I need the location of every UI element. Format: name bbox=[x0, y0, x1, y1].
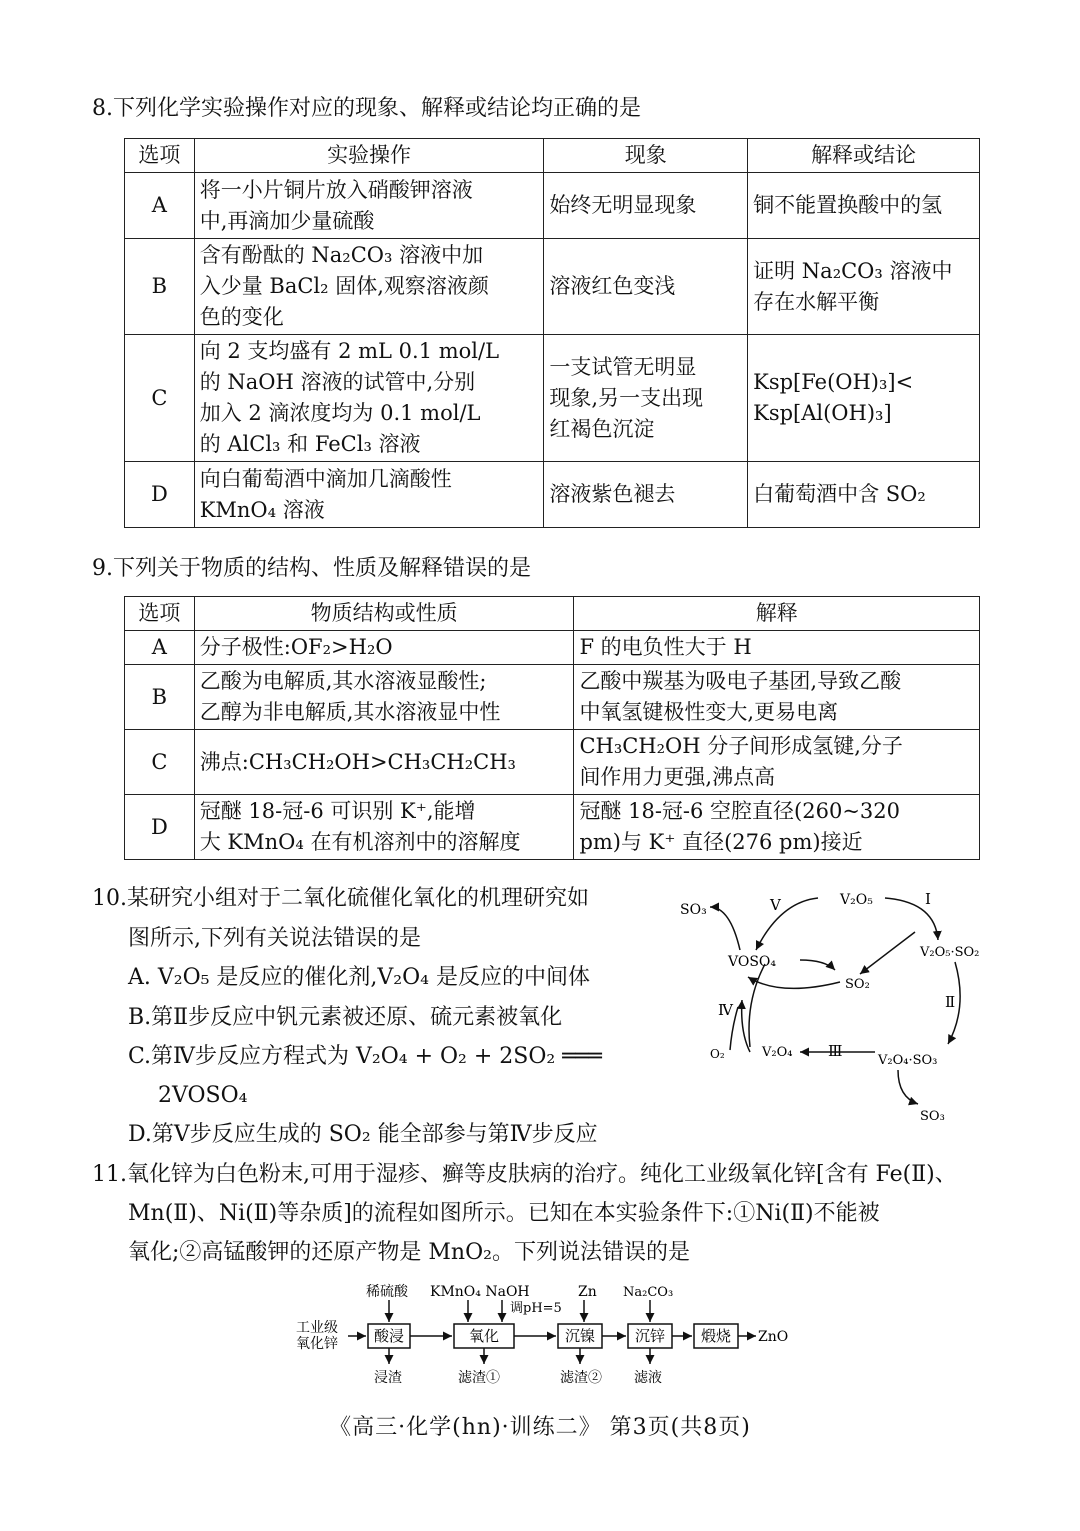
q10-option-c-line2: 2VOSO₄ bbox=[158, 1083, 248, 1108]
cell-line: 白葡萄酒中含 SO₂ bbox=[753, 482, 926, 506]
cell-line: 中,再滴加少量硫酸 bbox=[199, 208, 375, 233]
cell-line: Ksp[Al(OH)₃] bbox=[753, 401, 892, 425]
cell-line: 大 KMnO₄ 在有机溶剂中的溶解度 bbox=[199, 830, 521, 854]
q9-option-label: D bbox=[125, 795, 195, 860]
flow-step-zn-precip: 沉锌 bbox=[635, 1327, 666, 1345]
flow-out-leach-residue: 浸渣 bbox=[374, 1370, 402, 1386]
flow-reagent-h2so4: 稀硫酸 bbox=[366, 1284, 408, 1300]
cell-line: 乙酸为电解质,其水溶液显酸性; bbox=[199, 669, 487, 693]
diagram-step-ii-label: Ⅱ bbox=[945, 993, 956, 1011]
q11-stem-line2: Mn(Ⅱ)、Ni(Ⅱ)等杂质]的流程如图所示。已知在本实验条件下:①Ni(Ⅱ)不能被 bbox=[128, 1201, 880, 1226]
q9-property-cell bbox=[194, 795, 574, 860]
cell-line: 存在水解平衡 bbox=[753, 289, 880, 314]
flow-product-zno: ZnO bbox=[758, 1329, 789, 1345]
flow-out-filtrate: 滤液 bbox=[634, 1370, 662, 1386]
q9-table bbox=[124, 596, 980, 860]
q8-phenomenon-cell bbox=[544, 173, 748, 239]
cell-line: 中氧氢键极性变大,更易电离 bbox=[579, 700, 839, 724]
q8-row-c bbox=[125, 335, 980, 462]
diagram-voso4: VOSO₄ bbox=[728, 954, 777, 970]
q8-option-label: D bbox=[125, 462, 195, 528]
cell-line: 的 NaOH 溶液的试管中,分别 bbox=[199, 370, 476, 394]
q8-conclusion-cell bbox=[748, 335, 980, 462]
q8-header-row bbox=[125, 139, 980, 173]
q8-header-phenomenon: 现象 bbox=[544, 139, 748, 173]
flow-step-acid-leach: 酸浸 bbox=[374, 1327, 405, 1345]
flow-raw-line2: 氧化锌 bbox=[296, 1336, 338, 1352]
q8-phenomenon-cell bbox=[544, 462, 748, 528]
q8-option-label: C bbox=[125, 335, 195, 462]
cell-line: 冠醚 18-冠-6 可识别 K⁺,能增 bbox=[199, 799, 476, 823]
cell-line: 溶液红色变浅 bbox=[549, 274, 676, 298]
q11-stem-line1: 11.氧化锌为白色粉末,可用于湿疹、癣等皮肤病的治疗。纯化工业级氧化锌[含有 Fe(Ⅱ)、 bbox=[92, 1162, 957, 1187]
q8-conclusion-cell bbox=[748, 239, 980, 335]
cell-line: 铜不能置换酸中的氢 bbox=[753, 193, 943, 217]
diagram-step-iv-label: Ⅳ bbox=[718, 1001, 733, 1019]
q9-row-b bbox=[125, 665, 980, 730]
page-footer: 《高三·化学(hn)·训练二》 第3页(共8页) bbox=[329, 1415, 751, 1440]
flow-step-oxidation: 氧化 bbox=[469, 1327, 500, 1345]
flow-out-residue-1: 滤渣① bbox=[458, 1370, 500, 1386]
q8-operation-cell bbox=[194, 335, 544, 462]
flow-reagent-zn: Zn bbox=[578, 1284, 597, 1300]
q8-row-b bbox=[125, 239, 980, 335]
q8-phenomenon-cell bbox=[544, 239, 748, 335]
q9-header-row bbox=[125, 597, 980, 631]
q8-header-operation: 实验操作 bbox=[194, 139, 544, 173]
q8-conclusion-cell bbox=[748, 173, 980, 239]
diagram-step-i-label: Ⅰ bbox=[925, 890, 931, 908]
q10-option-c-line1: C.第Ⅳ步反应方程式为 V₂O₄ + O₂ + 2SO₂ ═══ bbox=[128, 1044, 602, 1069]
flow-reagent-kmno4-naoh: KMnO₄ NaOH bbox=[430, 1284, 530, 1300]
diagram-step-iii-label: Ⅲ bbox=[828, 1042, 843, 1060]
cell-line: 含有酚酞的 Na₂CO₃ 溶液中加 bbox=[199, 243, 484, 267]
cell-line: 分子极性:OF₂>H₂O bbox=[199, 635, 393, 659]
diagram-arrows bbox=[710, 898, 960, 1104]
cell-line: 红褐色沉淀 bbox=[549, 416, 655, 441]
q9-row-d bbox=[125, 795, 980, 860]
cell-line: 一支试管无明显 bbox=[549, 354, 697, 379]
flow-step-calcine: 煅烧 bbox=[701, 1327, 732, 1345]
q8-conclusion-cell bbox=[748, 462, 980, 528]
cell-line: 向白葡萄酒中滴加几滴酸性 bbox=[199, 466, 452, 491]
q9-option-label: A bbox=[125, 631, 195, 665]
cell-line: Ksp[Fe(OH)₃]< bbox=[753, 370, 914, 394]
cell-line: 的 AlCl₃ 和 FeCl₃ 溶液 bbox=[199, 432, 421, 456]
q10-option-b: B.第Ⅱ步反应中钒元素被还原、硫元素被氧化 bbox=[128, 1005, 563, 1030]
flow-out-residue-2: 滤渣② bbox=[560, 1370, 602, 1386]
cell-line: F 的电负性大于 H bbox=[579, 635, 752, 659]
q9-property-cell bbox=[194, 730, 574, 795]
cell-line: 加入 2 滴浓度均为 0.1 mol/L bbox=[199, 401, 481, 425]
q9-explanation-cell bbox=[574, 631, 980, 665]
diagram-v2o5so2: V₂O₅·SO₂ bbox=[920, 945, 980, 960]
q8-operation-cell bbox=[194, 462, 544, 528]
q9-header-explanation: 解释 bbox=[574, 597, 980, 631]
q10-option-a: A. V₂O₅ 是反应的催化剂,V₂O₄ 是反应的中间体 bbox=[128, 965, 590, 990]
q9-option-label: C bbox=[125, 730, 195, 795]
cell-line: KMnO₄ 溶液 bbox=[199, 497, 325, 522]
cell-line: 乙酸中羰基为吸电子基团,导致乙酸 bbox=[579, 669, 902, 693]
cell-line: 乙醇为非电解质,其水溶液显中性 bbox=[199, 700, 501, 724]
flow-reagent-na2co3: Na₂CO₃ bbox=[623, 1285, 674, 1300]
diagram-so3-bottom: SO₃ bbox=[920, 1109, 945, 1124]
q9-explanation-cell bbox=[574, 730, 980, 795]
flow-raw-line1: 工业级 bbox=[296, 1320, 338, 1336]
q10-stem-line1: 10.某研究小组对于二氧化硫催化氧化的机理研究如 bbox=[92, 886, 589, 911]
q8-operation-cell bbox=[194, 239, 544, 335]
q8-operation-cell bbox=[194, 173, 544, 239]
q8-row-d bbox=[125, 462, 980, 528]
q8-option-label: B bbox=[125, 239, 195, 335]
q9-property-cell bbox=[194, 631, 574, 665]
q8-row-a bbox=[125, 173, 980, 239]
cell-line: 始终无明显现象 bbox=[549, 193, 697, 217]
diagram-v2o4so3: V₂O₄·SO₃ bbox=[878, 1053, 938, 1068]
q9-explanation-cell bbox=[574, 665, 980, 730]
q10-option-d: D.第Ⅴ步反应生成的 SO₂ 能全部参与第Ⅳ步反应 bbox=[128, 1122, 598, 1147]
cell-line: 冠醚 18-冠-6 空腔直径(260~320 bbox=[579, 799, 901, 823]
diagram-so3-top: SO₃ bbox=[680, 902, 707, 918]
q9-header-option: 选项 bbox=[125, 597, 195, 631]
q11-flowchart bbox=[290, 1278, 810, 1398]
q9-property-cell bbox=[194, 665, 574, 730]
q9-option-label: B bbox=[125, 665, 195, 730]
q10-stem-line2: 图所示,下列有关说法错误的是 bbox=[128, 926, 421, 951]
cell-line: 溶液紫色褪去 bbox=[549, 482, 676, 506]
cell-line: pm)与 K⁺ 直径(276 pm)接近 bbox=[579, 830, 863, 854]
diagram-step-v-label: Ⅴ bbox=[770, 896, 781, 914]
cell-line: CH₃CH₂OH 分子间形成氢键,分子 bbox=[579, 734, 903, 758]
flow-reagent-ph: 调pH=5 bbox=[510, 1301, 562, 1316]
q9-explanation-cell bbox=[574, 795, 980, 860]
cell-line: 色的变化 bbox=[199, 305, 284, 329]
cell-line: 现象,另一支出现 bbox=[549, 385, 704, 410]
cell-line: 间作用力更强,沸点高 bbox=[579, 765, 776, 789]
cell-line: 入少量 BaCl₂ 固体,观察溶液颜 bbox=[199, 274, 489, 298]
cell-line: 沸点:CH₃CH₂OH>CH₃CH₂CH₃ bbox=[199, 749, 516, 774]
diagram-o2: O₂ bbox=[710, 1047, 725, 1061]
q8-option-label: A bbox=[125, 173, 195, 239]
flow-step-ni-precip: 沉镍 bbox=[565, 1327, 596, 1345]
q10-mechanism-diagram bbox=[670, 882, 1000, 1132]
cell-line: 将一小片铜片放入硝酸钾溶液 bbox=[199, 177, 473, 202]
q9-header-property: 物质结构或性质 bbox=[194, 597, 574, 631]
q9-row-c bbox=[125, 730, 980, 795]
q8-table bbox=[124, 138, 980, 528]
q8-header-conclusion: 解释或结论 bbox=[748, 139, 980, 173]
diagram-so2-mid: SO₂ bbox=[845, 977, 870, 992]
cell-line: 向 2 支均盛有 2 mL 0.1 mol/L bbox=[199, 339, 500, 363]
q8-phenomenon-cell bbox=[544, 335, 748, 462]
q11-stem-line3: 氧化;②高锰酸钾的还原产物是 MnO₂。下列说法错误的是 bbox=[128, 1240, 690, 1265]
diagram-v2o4: V₂O₄ bbox=[762, 1045, 793, 1060]
q9-row-a bbox=[125, 631, 980, 665]
q8-stem: 8.下列化学实验操作对应的现象、解释或结论均正确的是 bbox=[92, 96, 641, 121]
q9-stem: 9.下列关于物质的结构、性质及解释错误的是 bbox=[92, 556, 531, 581]
q8-header-option: 选项 bbox=[125, 139, 195, 173]
diagram-v2o5: V₂O₅ bbox=[840, 892, 873, 908]
cell-line: 证明 Na₂CO₃ 溶液中 bbox=[753, 258, 953, 283]
